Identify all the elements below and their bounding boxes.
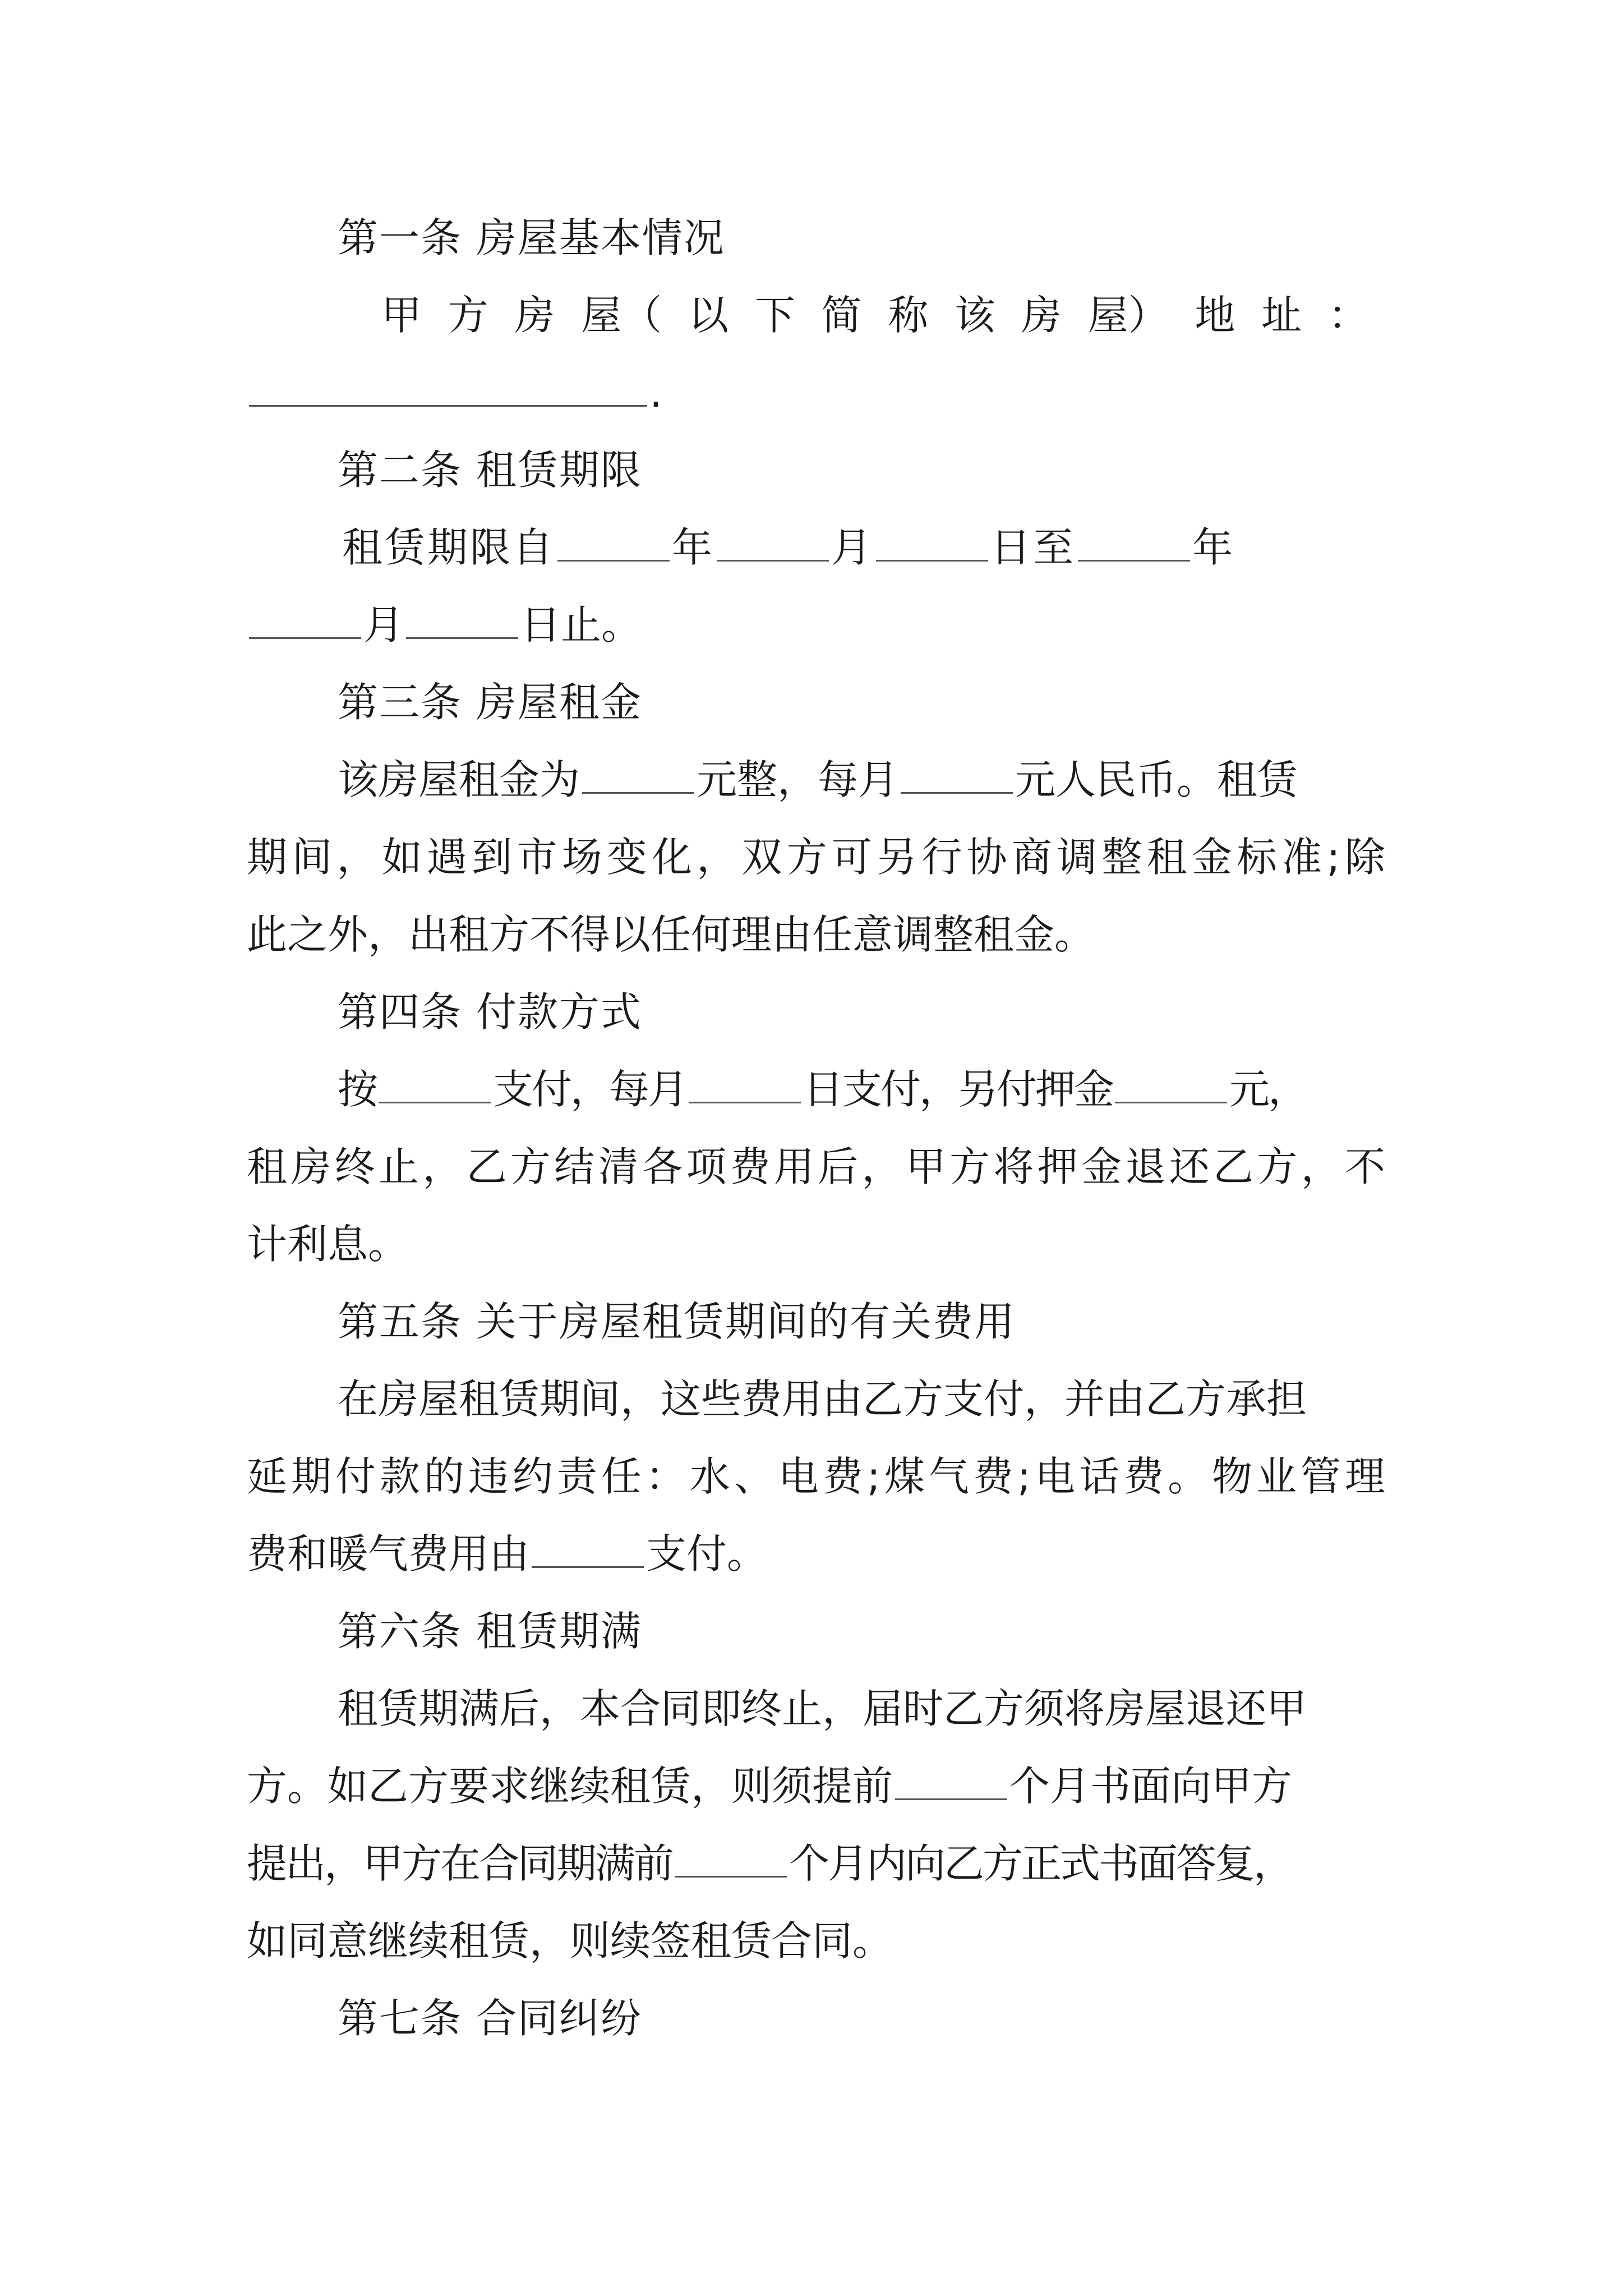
text-segment: 元整，每月 <box>697 756 899 803</box>
text-segment: 提出，甲方在合同期满前 <box>247 1840 673 1887</box>
deposit-blank[interactable] <box>1115 1069 1227 1103</box>
start-day-blank[interactable] <box>876 527 988 562</box>
char: 房 <box>514 292 555 339</box>
article-3-heading <box>247 664 1385 741</box>
text-segment: 费和暖气费用由 <box>247 1530 530 1577</box>
article-4-line-3: 计利息。 <box>247 1221 409 1268</box>
article-3-line-1 <box>247 741 1385 818</box>
start-month-blank[interactable] <box>717 527 829 562</box>
text-segment: 支付，每月 <box>493 1066 687 1113</box>
article-2-heading-text: 第二条 租赁期限 <box>338 447 642 494</box>
text-segment: 日至 <box>990 524 1076 571</box>
article-5-line-2: 延期付款的违约责任：水、电费;煤气费;电话费。物业管理 <box>247 1453 1385 1500</box>
text-segment: 月 <box>363 601 404 648</box>
text-segment: 日支付，另付押金 <box>803 1066 1113 1113</box>
article-5-line-1: 在房屋租赁期间，这些费用由乙方支付，并由乙方承担 <box>338 1375 1307 1423</box>
text-segment: 年 <box>672 524 715 571</box>
start-year-blank[interactable] <box>557 527 670 562</box>
article-1-heading-text: 第一条 房屋基本情况 <box>338 214 725 261</box>
article-7-heading <box>247 1980 1385 2057</box>
article-2-line-1 <box>247 509 1385 586</box>
renewal-notice-months-blank[interactable] <box>895 1766 1007 1800</box>
article-2-line-2 <box>247 586 1385 664</box>
text-segment: 租赁期限自 <box>342 524 556 571</box>
article-4-heading <box>247 973 1385 1051</box>
article-5-line-3 <box>247 1515 1385 1593</box>
char: 址 <box>1261 292 1302 339</box>
char: 房 <box>1021 292 1062 339</box>
article-1-address-blank-line <box>247 354 1385 431</box>
char: 简 <box>821 292 862 339</box>
text-segment: 按 <box>338 1066 377 1113</box>
article-4-line-1 <box>247 1051 1385 1128</box>
article-3-line-3: 此之外，出租方不得以任何理由任意调整租金。 <box>247 911 1095 958</box>
rent-monthly-blank[interactable] <box>901 760 1013 794</box>
payment-method-blank[interactable] <box>379 1069 491 1103</box>
text-segment: 年 <box>1192 524 1235 571</box>
utility-payer-blank[interactable] <box>532 1534 644 1568</box>
article-6-line-2 <box>247 1747 1385 1825</box>
article-6-heading-text: 第六条 租赁期满 <box>338 1608 642 1655</box>
char: 方 <box>448 292 488 339</box>
contract-body <box>247 199 1385 2057</box>
article-6-line-1: 租赁期满后，本合同即终止，届时乙方须将房屋退还甲 <box>338 1685 1307 1732</box>
end-year-blank[interactable] <box>1078 527 1190 562</box>
article-6-line-4: 如同意继续租赁，则续签租赁合同。 <box>247 1917 893 1964</box>
article-5-heading <box>247 1283 1385 1360</box>
char: 地 <box>1195 292 1235 339</box>
end-day-blank[interactable] <box>406 605 518 639</box>
article-5-heading-text: 第五条 关于房屋租赁期间的有关费用 <box>338 1298 1016 1345</box>
reply-months-blank[interactable] <box>675 1843 787 1878</box>
char: 称 <box>888 292 929 339</box>
char: 以 <box>688 292 729 339</box>
text-segment: 元人民币。租赁 <box>1015 756 1298 803</box>
text-segment: 月 <box>831 524 874 571</box>
text-segment: 日止。 <box>520 601 642 648</box>
text-segment: 方。如乙方要求继续租赁，则须提前 <box>247 1763 893 1810</box>
char: 甲 <box>381 292 422 339</box>
text-segment: 个月书面向甲方 <box>1009 1763 1293 1810</box>
char: 屋） <box>1087 292 1169 339</box>
address-blank[interactable] <box>249 372 647 407</box>
article-7-heading-text: 第七条 合同纠纷 <box>338 1995 642 2042</box>
text-segment: 该房屋租金为 <box>338 756 580 803</box>
text-segment: 元， <box>1229 1066 1307 1113</box>
article-1-address-line <box>247 277 1385 354</box>
article-2-heading <box>247 431 1385 509</box>
period: . <box>649 369 662 416</box>
payment-day-blank[interactable] <box>689 1069 801 1103</box>
text-segment: 支付。 <box>646 1530 768 1577</box>
article-3-heading-text: 第三条 房屋租金 <box>338 679 642 726</box>
article-6-line-3 <box>247 1825 1385 1902</box>
article-4-heading-text: 第四条 付款方式 <box>338 988 642 1036</box>
char: 下 <box>754 292 795 339</box>
char: 屋（ <box>581 292 662 339</box>
end-month-blank[interactable] <box>249 605 361 639</box>
article-4-line-2: 租房终止，乙方结清各项费用后，甲方将押金退还乙方，不 <box>247 1143 1385 1190</box>
article-1-heading <box>247 199 1385 277</box>
char: 该 <box>955 292 995 339</box>
article-3-line-2: 期间，如遇到市场变化，双方可另行协商调整租金标准;除 <box>247 834 1385 881</box>
rent-total-blank[interactable] <box>582 760 694 794</box>
text-segment: 个月内向乙方正式书面答复， <box>789 1840 1293 1887</box>
article-6-heading <box>247 1593 1385 1670</box>
char: ： <box>1327 292 1368 339</box>
